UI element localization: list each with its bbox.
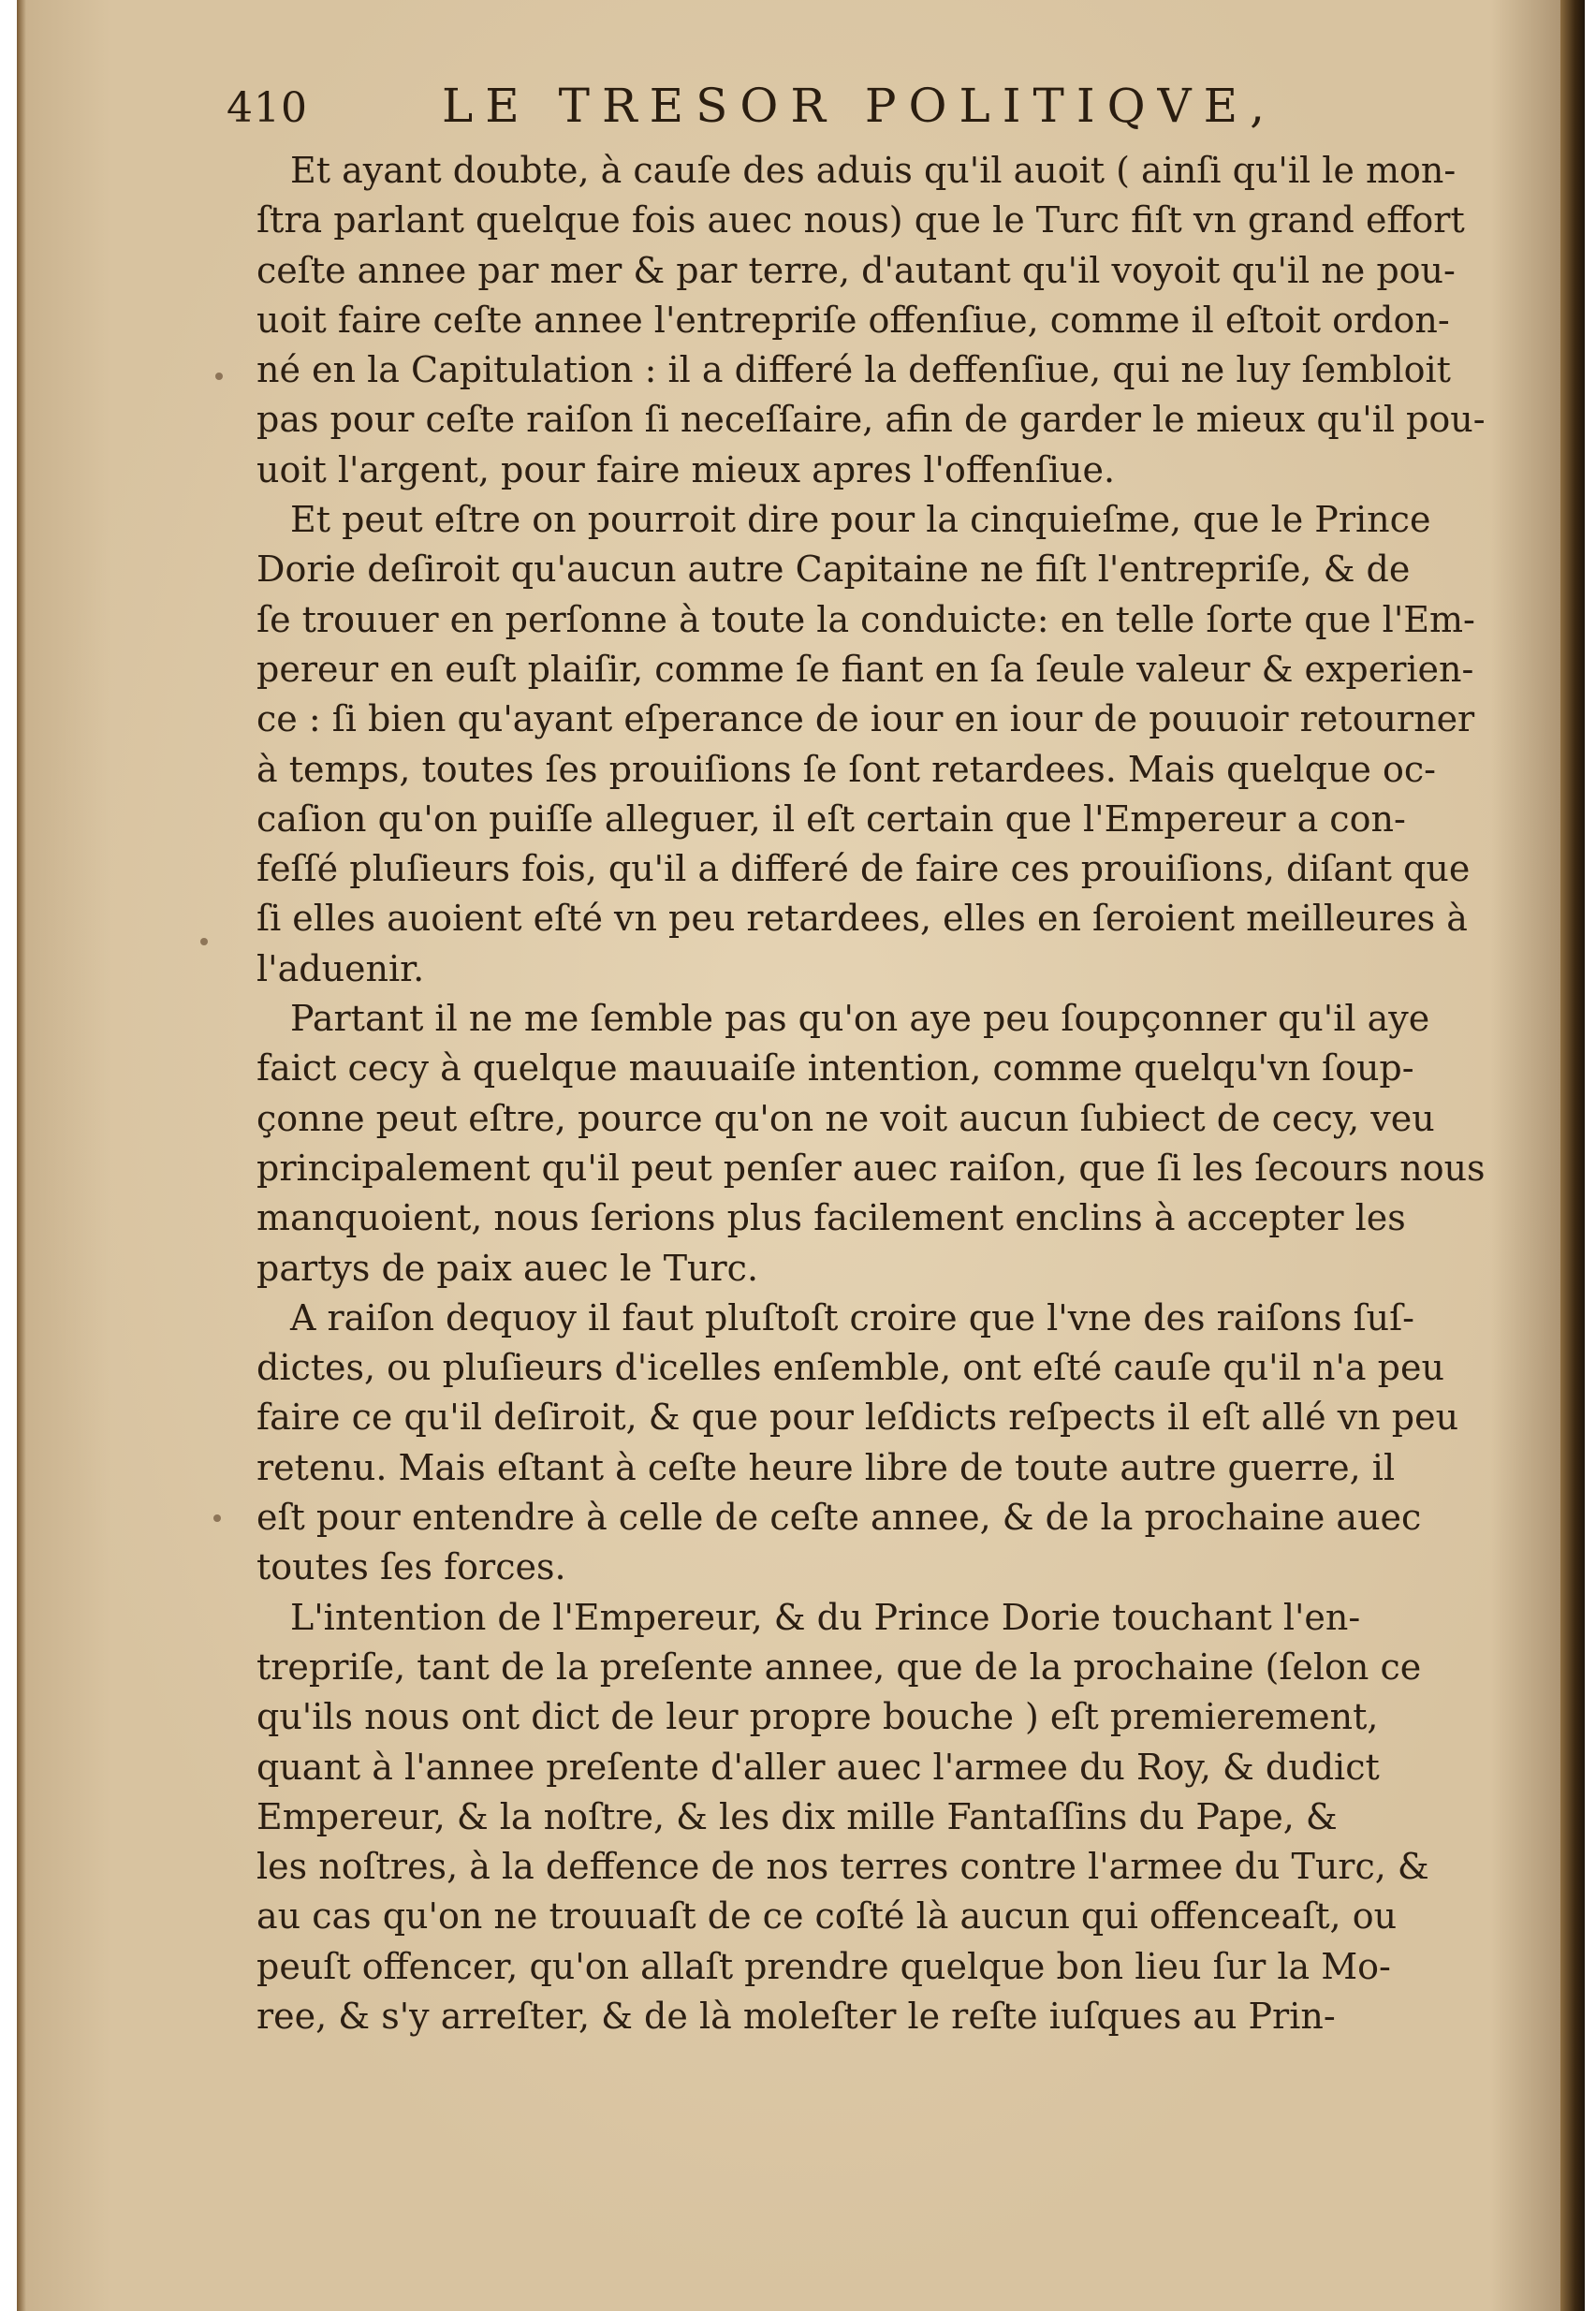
book-page [17, 0, 1585, 2311]
page-number: 410 [227, 84, 308, 132]
book-spine-shadow [1560, 0, 1585, 2311]
paragraph-5: L'intention de l'Empereur, & du Prince Dorie touchant l'en- trepriſe, tant de la preſente annee, que de la prochaine (ſelon ce qu'ils nous ont dict de leur propre bouche ) eſt premierement, quant à l'annee preſente d'aller auec l'armee du Roy, & dudict Empereur, & la noſtre, & les dix mille Fantaſſins du Pape, & les noſtres, à la deffence de nos terres contre l'armee du Turc, & au cas qu'on ne trouuaſt de ce coſté là aucun qui offenceaſt, ou peuſt offencer, qu'on allaſt prendre quelque bon lieu ſur la Mo- ree, & s'y arreſter, & de là moleſter le reſte iuſques au Prin- [256, 1596, 1429, 2037]
body-text [256, 146, 1507, 2041]
paragraph-4: A raiſon dequoy il faut pluſtoſt croire que l'vne des raiſons ſuſ- dictes, ou pluſieurs d'icelles enſemble, ont eſté cauſe qu'il n'a peu faire ce qu'il deſiroit, & que pour leſdicts reſpects il eſt allé vn peu retenu. Mais eſtant à ceſte heure libre de toute autre guerre, il eſt pour entendre à celle de ceſte annee, & de la prochaine auec toutes ſes forces. [256, 1296, 1459, 1588]
ink-speck [215, 373, 223, 380]
page-header [227, 79, 1462, 144]
ink-speck [200, 938, 208, 945]
paragraph-1: Et ayant doubte, à cauſe des aduis qu'il auoit ( ainſi qu'il le mon- ſtra parlant quelque fois auec nous) que le Turc fiſt vn grand effort ceſte annee par mer & par terre, d'autant qu'il voyoit qu'il ne pou- uoit faire ceſte annee l'entrepriſe offenſiue, comme il eſtoit ordon- né en la Capitulation : il a differé la deffenſiue, qui ne luy ſembloit pas pour ceſte raiſon ſi neceſſaire, afin de garder le mieux qu'il pou- uoit l'argent, pour faire mieux apres l'offenſiue. [256, 150, 1486, 490]
paragraph-3: Partant il ne me ſemble pas qu'on aye peu ſoupçonner qu'il aye faict cecy à quelque mauuaiſe intention, comme quelqu'vn ſoup- çonne peut eſtre, pource qu'on ne voit aucun ſubiect de cecy, veu principalement qu'il peut penſer auec raiſon, que ſi les ſecours nous manquoient, nous ſerions plus facilement enclins à accepter les partys de paix auec le Turc. [256, 998, 1486, 1289]
paragraph-2: Et peut eſtre on pourroit dire pour la cinquieſme, que le Prince Dorie deſiroit qu'aucun autre Capitaine ne fiſt l'entrepriſe, & de ſe trouuer en perſonne à toute la conduicte: en telle ſorte que l'Em- pereur en euſt plaiſir, comme ſe fiant en ſa ſeule valeur & experien- ce : ſi bien qu'ayant eſperance de iour en iour de pouuoir retourner à temps, toutes ſes prouiſions ſe ſont retardees. Mais quelque oc- caſion qu'on puiſſe alleguer, il eſt certain que l'Empereur a con- feſſé pluſieurs fois, qu'il a differé de faire ces prouiſions, diſant que ſi elles auoient eſté vn peu retardees, elles en ſeroient meilleures à l'aduenir. [256, 499, 1475, 989]
running-title: LE TRESOR POLITIQVE, [442, 79, 1278, 133]
page-left-edge [17, 0, 26, 2311]
ink-speck [213, 1514, 221, 1522]
